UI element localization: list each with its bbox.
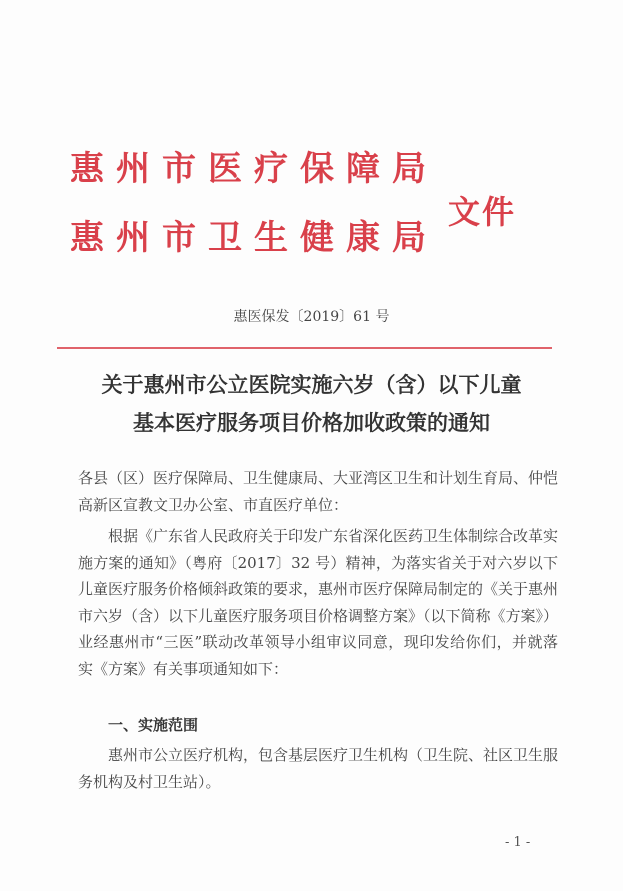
intro-paragraph-block xyxy=(78,523,558,682)
addressee-text: 各县（区）医疗保障局、卫生健康局、大亚湾区卫生和计划生育局、仲恺高新区宣教文卫办公室、市直医疗单位： xyxy=(78,469,559,514)
document-number: 惠医保发〔2019〕61 号 xyxy=(233,309,390,325)
section-1-title: 一、实施范围 xyxy=(108,716,199,734)
section-1-text: 惠州市公立医疗机构，包含基层医疗卫生机构（卫生院、社区卫生服务机构及村卫生站）。 xyxy=(78,746,559,791)
red-divider xyxy=(57,347,552,349)
issuer-name-2: 惠州市卫生健康局 xyxy=(70,218,438,258)
document-label: 文件 xyxy=(448,193,517,231)
document-title-line-2: 基本医疗服务项目价格加收政策的通知 xyxy=(133,410,490,435)
section-1-block xyxy=(78,742,558,795)
addressee-block xyxy=(78,465,558,518)
document-title-line-1: 关于惠州市公立医院实施六岁（含）以下儿童 xyxy=(101,372,522,397)
issuer-name-1: 惠州市医疗保障局 xyxy=(70,149,438,189)
page-number: - 1 - xyxy=(505,835,531,850)
issuer-header xyxy=(70,148,438,259)
intro-paragraph: 根据《广东省人民政府关于印发广东省深化医药卫生体制综合改革实施方案的通知》（粤府〔2017〕32 号）精神，为落实省关于对六岁以下儿童医疗服务价格倾斜政策的要求，惠州市医疗保障局制定的《关于惠州市六岁（含）以下儿童医疗服务项目价格调整方案》（以下简称《方案》）业经惠州市“三医”联动改革领导小组审议同意，现印发给你们，并就落实《方案》有关事项通知如下： xyxy=(78,527,559,678)
